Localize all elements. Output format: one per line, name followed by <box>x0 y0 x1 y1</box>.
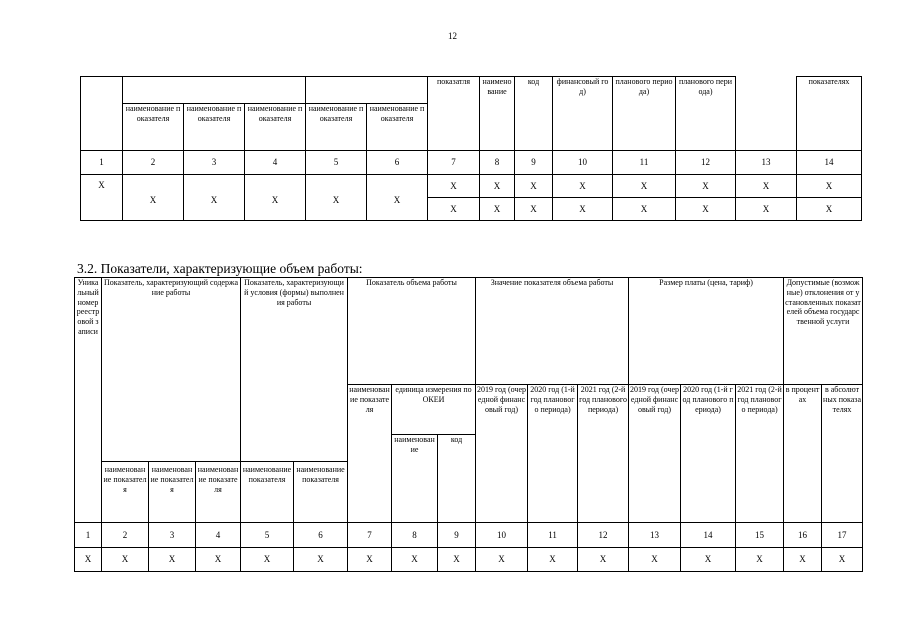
table-cell: X <box>515 198 553 221</box>
table-cell: X <box>553 175 613 198</box>
table-cell: X <box>613 198 676 221</box>
column-number: 8 <box>480 151 515 175</box>
table-cell: X <box>528 548 578 572</box>
table-cell: X <box>348 548 392 572</box>
table-cell: X <box>797 198 862 221</box>
table-cell: X <box>553 198 613 221</box>
table-cell: X <box>676 198 736 221</box>
table-cell: X <box>476 548 528 572</box>
blank-header-cell <box>123 77 306 104</box>
continuation-table <box>80 76 862 221</box>
table-cell: X <box>428 175 480 198</box>
sub-header-cell: наименование показателя <box>245 104 306 151</box>
table-cell: X <box>578 548 629 572</box>
column-number: 3 <box>149 523 196 548</box>
sub-header-cell: наименование показателя <box>102 462 149 523</box>
sub-header-cell: наименование показателя <box>149 462 196 523</box>
deviation-header: Допустимые (возможные) отклонения от установленных показателей объема государственной услуги <box>784 278 863 385</box>
value-2020-header: 2020 год (1-й год планового периода) <box>528 385 578 523</box>
table-cell: X <box>184 175 245 221</box>
blank-header-cell <box>306 77 428 104</box>
table-cell: X <box>123 175 184 221</box>
column-number: 9 <box>515 151 553 175</box>
table-cell: X <box>784 548 822 572</box>
table-cell: X <box>245 175 306 221</box>
unit-name-header: наименование <box>392 435 438 523</box>
table-cell: X <box>822 548 863 572</box>
volume-header: Показатель объема работы <box>348 278 476 385</box>
column-number: 4 <box>196 523 241 548</box>
column-number: 11 <box>528 523 578 548</box>
header-cell-11: планового периода) <box>613 77 676 151</box>
table-cell: X <box>196 548 241 572</box>
column-number: 6 <box>294 523 348 548</box>
sub-header-cell: наименование показателя <box>196 462 241 523</box>
unique-number-header: Уникальный номер реестровой записи <box>75 278 102 523</box>
percent-header: в процентах <box>784 385 822 523</box>
value-header: Значение показателя объема работы <box>476 278 629 385</box>
value-2021-header: 2021 год (2-й год планового периода) <box>578 385 629 523</box>
table-cell: X <box>149 548 196 572</box>
sub-header-cell: наименование показателя <box>367 104 428 151</box>
absolute-header: в абсолютных показателях <box>822 385 863 523</box>
sub-header-cell: наименование показателя <box>294 462 348 523</box>
table-cell: X <box>392 548 438 572</box>
column-number: 13 <box>736 151 797 175</box>
fee-header: Размер платы (цена, тариф) <box>629 278 784 385</box>
column-number: 4 <box>245 151 306 175</box>
column-number: 1 <box>81 151 123 175</box>
header-cell-7: показатля <box>428 77 480 151</box>
table-cell: X <box>367 175 428 221</box>
column-number: 14 <box>681 523 736 548</box>
column-number: 1 <box>75 523 102 548</box>
table-cell: X <box>306 175 367 221</box>
blank-header-cell <box>81 77 123 151</box>
fee-2020-header: 2020 год (1-й год планового периода) <box>681 385 736 523</box>
fee-2021-header: 2021 год (2-й год планового периода) <box>736 385 784 523</box>
content-header: Показатель, характеризующий содержание работы <box>102 278 241 462</box>
sub-header-cell: наименование показателя <box>184 104 245 151</box>
table-cell: X <box>736 548 784 572</box>
table-cell: X <box>797 175 862 198</box>
column-number: 16 <box>784 523 822 548</box>
column-number: 6 <box>367 151 428 175</box>
column-number: 17 <box>822 523 863 548</box>
table-cell: X <box>294 548 348 572</box>
table-cell: X <box>480 175 515 198</box>
page-number: 12 <box>448 31 457 41</box>
column-number: 8 <box>392 523 438 548</box>
column-number: 5 <box>241 523 294 548</box>
sub-header-cell: наименование показателя <box>123 104 184 151</box>
indicator-name-header: наименование показателя <box>348 385 392 523</box>
column-number: 11 <box>613 151 676 175</box>
table-cell: X <box>676 175 736 198</box>
column-number: 2 <box>123 151 184 175</box>
conditions-header: Показатель, характеризующий условия (формы) выполнения работы <box>241 278 348 462</box>
table-cell: X <box>515 175 553 198</box>
sub-header-cell: наименование показателя <box>241 462 294 523</box>
sub-header-cell: наименование показателя <box>306 104 367 151</box>
header-cell-9: код <box>515 77 553 151</box>
header-cell-10: финансовый год) <box>553 77 613 151</box>
column-number: 12 <box>676 151 736 175</box>
table-cell: X <box>613 175 676 198</box>
column-number: 2 <box>102 523 149 548</box>
column-number: 10 <box>553 151 613 175</box>
table-cell: X <box>681 548 736 572</box>
table-cell: X <box>241 548 294 572</box>
column-number: 7 <box>428 151 480 175</box>
table-cell: X <box>81 175 123 221</box>
table-cell: X <box>428 198 480 221</box>
value-2019-header: 2019 год (очередной финансовый год) <box>476 385 528 523</box>
column-number: 14 <box>797 151 862 175</box>
table-cell: X <box>736 198 797 221</box>
column-number: 10 <box>476 523 528 548</box>
table-cell: X <box>480 198 515 221</box>
column-number: 5 <box>306 151 367 175</box>
table-cell: X <box>736 175 797 198</box>
column-number: 7 <box>348 523 392 548</box>
fee-2019-header: 2019 год (очередной финансовый год) <box>629 385 681 523</box>
unit-header: единица измерения по ОКЕИ <box>392 385 476 435</box>
table-cell: X <box>102 548 149 572</box>
header-cell-8: наименование <box>480 77 515 151</box>
table-cell: X <box>629 548 681 572</box>
unit-code-header: код <box>438 435 476 523</box>
work-volume-table <box>74 277 863 572</box>
header-cell-12: планового периода) <box>676 77 736 151</box>
column-number: 12 <box>578 523 629 548</box>
column-number: 3 <box>184 151 245 175</box>
table-cell: X <box>75 548 102 572</box>
column-number: 15 <box>736 523 784 548</box>
blank-header-cell <box>736 77 797 151</box>
column-number: 9 <box>438 523 476 548</box>
table-cell: X <box>438 548 476 572</box>
column-number: 13 <box>629 523 681 548</box>
header-cell-14: показателях <box>797 77 862 151</box>
section-title: 3.2. Показатели, характеризующие объем работы: <box>77 261 363 276</box>
